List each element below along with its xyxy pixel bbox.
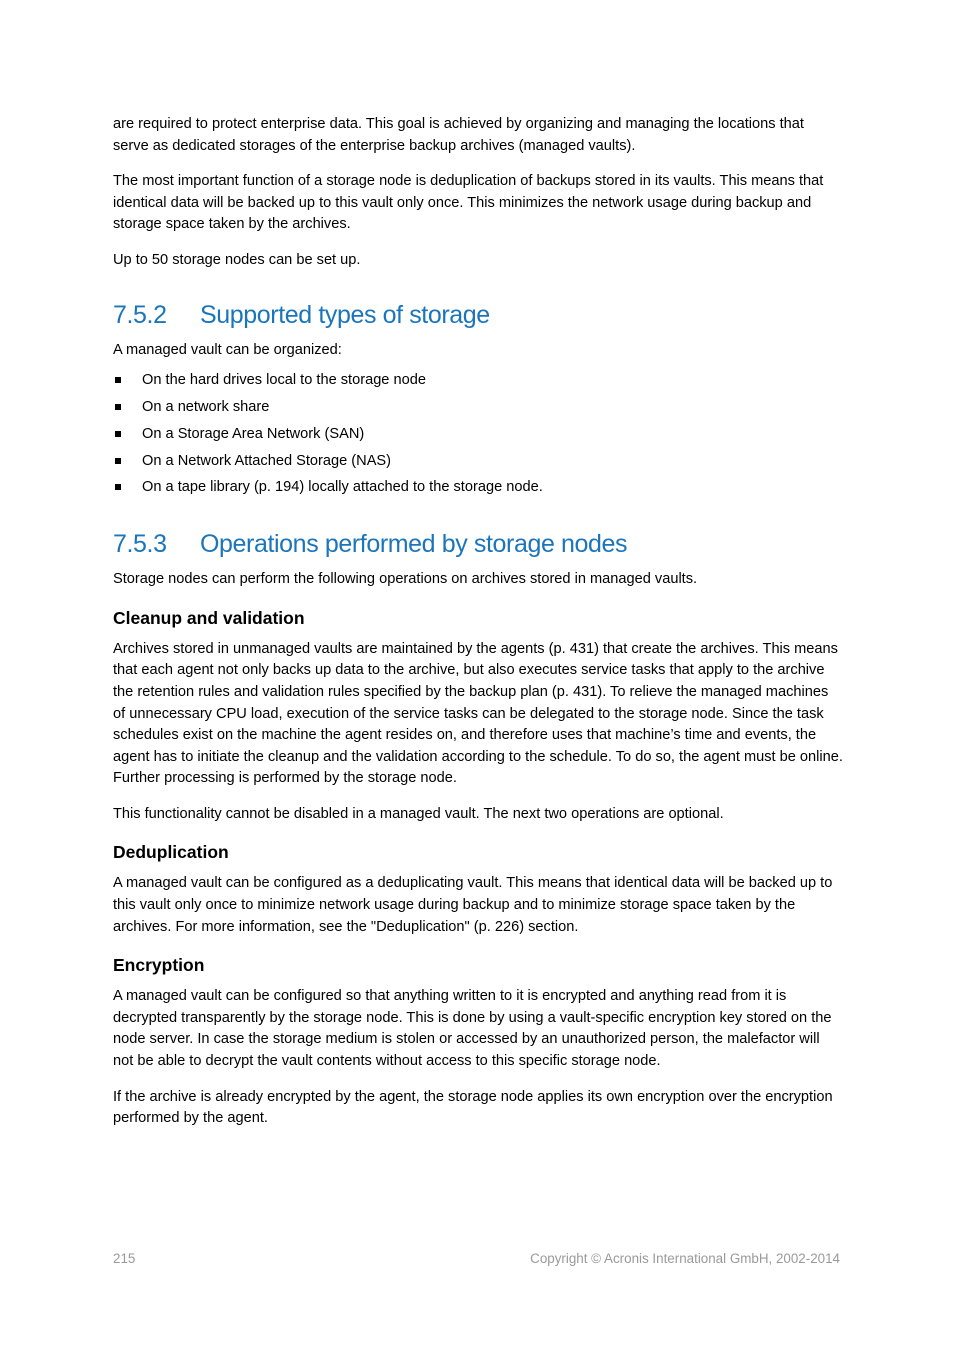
intro-paragraph-2: The most important function of a storage node is deduplication of backups stored in its vaults. This means that identical data will be backed up to this vault only once. This minimizes the network usage during backup and storage space taken by the archives. bbox=[113, 173, 824, 233]
bullet-square-icon bbox=[115, 458, 121, 464]
section-heading-753 bbox=[113, 529, 843, 559]
bullet-square-icon bbox=[115, 377, 121, 383]
section-title: Supported types of storage bbox=[200, 300, 490, 329]
intro-paragraph-3: Up to 50 storage nodes can be set up. bbox=[113, 251, 361, 268]
copyright-notice: Copyright © Acronis International GmbH, 2002-2014 bbox=[530, 1251, 840, 1266]
section-753-lead: Storage nodes can perform the following operations on archives stored in managed vaults. bbox=[113, 571, 698, 588]
section-number: 7.5.2 bbox=[113, 300, 167, 329]
list-item: On the hard drives local to the storage node bbox=[113, 367, 843, 394]
section-752-lead: A managed vault can be organized: bbox=[113, 341, 342, 358]
page-footer bbox=[113, 1251, 840, 1266]
list-item: On a network share bbox=[113, 394, 843, 421]
list-item: On a Storage Area Network (SAN) bbox=[113, 421, 843, 448]
section-number: 7.5.3 bbox=[113, 530, 167, 559]
intro-paragraph-1: are required to protect enterprise data. This goal is achieved by organizing and managing the locations that serve as dedicated storages of the enterprise backup archives (managed vaults). bbox=[113, 116, 804, 154]
section-heading-752 bbox=[113, 300, 843, 330]
storage-types-list bbox=[113, 367, 843, 501]
bullet-square-icon bbox=[115, 484, 121, 490]
section-title: Operations performed by storage nodes bbox=[200, 530, 628, 559]
page-number: 215 bbox=[113, 1251, 136, 1266]
subheading-encryption: Encryption bbox=[113, 955, 205, 976]
subheading-cleanup: Cleanup and validation bbox=[113, 607, 305, 628]
cleanup-paragraph-1: Archives stored in unmanaged vaults are maintained by the agents (p. 431) that create the archives. This means that each agent not only backs up data to the archive, but also executes service tasks that apply to the archive the retention rules and validation rules specified by the backup plan (p. 431). To relieve the managed machines of unnecessary CPU load, execution of the service tasks can be delegated to the storage node. Since the task schedules exist on the machine the agent resides on, and therefore uses that machine’s time and events, the agent has to initiate the cleanup and the validation according to the schedule. To do so, the agent must be online. Further processing is performed by the storage node. bbox=[113, 640, 843, 787]
document-body bbox=[113, 114, 843, 1144]
subheading-deduplication: Deduplication bbox=[113, 842, 229, 863]
encryption-paragraph-1: A managed vault can be configured so that anything written to it is encrypted and anything read from it is decrypted transparently by the storage node. This is done by using a vault-specific encryption key stored on the node server. In case the storage medium is stolen or accessed by an unauthorized person, the malefactor will not be able to decrypt the vault contents without access to this specific storage node. bbox=[113, 988, 832, 1070]
cleanup-paragraph-2: This functionality cannot be disabled in a managed vault. The next two operations are optional. bbox=[113, 805, 724, 822]
dedup-paragraph-1: A managed vault can be configured as a deduplicating vault. This means that identical data will be backed up to this vault only once to minimize network usage during backup and to minimize storage space taken by the archives. For more information, see the "Deduplication" (p. 226) section. bbox=[113, 875, 833, 935]
list-item: On a tape library (p. 194) locally attached to the storage node. bbox=[113, 474, 843, 501]
encryption-paragraph-2: If the archive is already encrypted by the agent, the storage node applies its own encryption over the encryption performed by the agent. bbox=[113, 1088, 833, 1127]
list-item: On a Network Attached Storage (NAS) bbox=[113, 448, 843, 475]
bullet-square-icon bbox=[115, 404, 121, 410]
bullet-square-icon bbox=[115, 431, 121, 437]
